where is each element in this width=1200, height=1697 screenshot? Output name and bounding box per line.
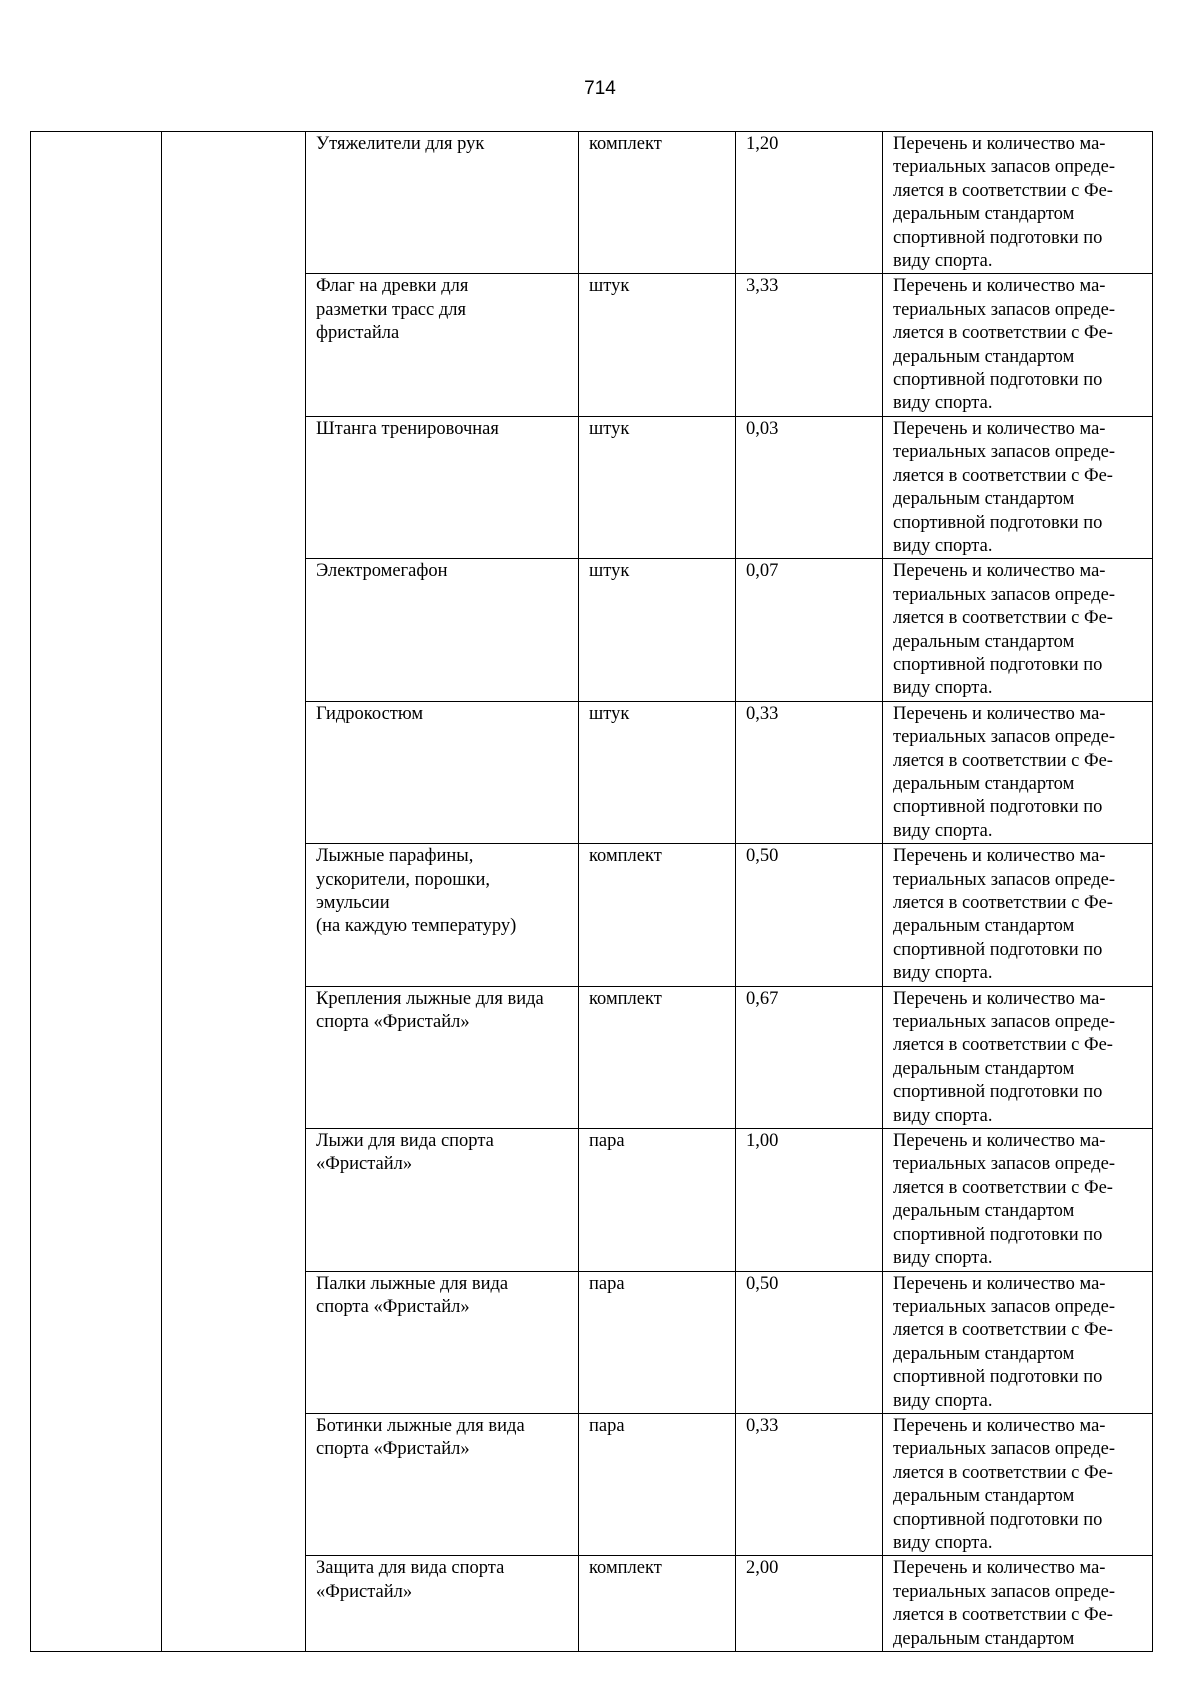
table-row <box>31 132 1153 274</box>
unit-cell: комплект <box>579 1556 736 1652</box>
unit-cell: штук <box>579 274 736 416</box>
item-name-cell: Палки лыжные для вида спорта «Фристайл» <box>306 1271 579 1413</box>
quantity-cell: 0,33 <box>736 1413 883 1555</box>
quantity-cell: 1,20 <box>736 132 883 274</box>
quantity-cell: 0,03 <box>736 416 883 558</box>
item-name-cell: Крепления лыжные для вида спорта «Фристайл» <box>306 986 579 1128</box>
unit-cell: штук <box>579 559 736 701</box>
unit-cell: пара <box>579 1271 736 1413</box>
item-name-cell: Лыжи для вида спорта «Фристайл» <box>306 1129 579 1271</box>
note-cell: Перечень и количество ма- териальных запасов опреде- ляется в соответствии с Фе- деральным стандартом спортивной подготовки по виду спорта. <box>883 416 1153 558</box>
empty-category-cell <box>162 132 306 1652</box>
unit-cell: штук <box>579 416 736 558</box>
note-cell: Перечень и количество ма- териальных запасов опреде- ляется в соответствии с Фе- деральным стандартом спортивной подготовки по виду спорта. <box>883 559 1153 701</box>
unit-cell: пара <box>579 1413 736 1555</box>
unit-cell: комплект <box>579 132 736 274</box>
note-cell: Перечень и количество ма- териальных запасов опреде- ляется в соответствии с Фе- деральным стандартом <box>883 1556 1153 1652</box>
unit-cell: комплект <box>579 844 736 986</box>
note-cell: Перечень и количество ма- териальных запасов опреде- ляется в соответствии с Фе- деральным стандартом спортивной подготовки по виду спорта. <box>883 132 1153 274</box>
note-cell: Перечень и количество ма- териальных запасов опреде- ляется в соответствии с Фе- деральным стандартом спортивной подготовки по виду спорта. <box>883 1271 1153 1413</box>
item-name-cell: Электромегафон <box>306 559 579 701</box>
note-cell: Перечень и количество ма- териальных запасов опреде- ляется в соответствии с Фе- деральным стандартом спортивной подготовки по виду спорта. <box>883 701 1153 843</box>
empty-number-cell <box>31 132 162 1652</box>
quantity-cell: 3,33 <box>736 274 883 416</box>
item-name-cell: Лыжные парафины, ускорители, порошки, эмульсии (на каждую температуру) <box>306 844 579 986</box>
item-name-cell: Утяжелители для рук <box>306 132 579 274</box>
note-cell: Перечень и количество ма- териальных запасов опреде- ляется в соответствии с Фе- деральным стандартом спортивной подготовки по виду спорта. <box>883 274 1153 416</box>
item-name-cell: Ботинки лыжные для вида спорта «Фристайл» <box>306 1413 579 1555</box>
quantity-cell: 2,00 <box>736 1556 883 1652</box>
unit-cell: пара <box>579 1129 736 1271</box>
quantity-cell: 1,00 <box>736 1129 883 1271</box>
quantity-cell: 0,50 <box>736 1271 883 1413</box>
page-number: 714 <box>584 78 616 99</box>
unit-cell: комплект <box>579 986 736 1128</box>
table-body <box>31 132 1153 1652</box>
item-name-cell: Флаг на древки для разметки трасс для фристайла <box>306 274 579 416</box>
quantity-cell: 0,50 <box>736 844 883 986</box>
note-cell: Перечень и количество ма- териальных запасов опреде- ляется в соответствии с Фе- деральным стандартом спортивной подготовки по виду спорта. <box>883 844 1153 986</box>
quantity-cell: 0,07 <box>736 559 883 701</box>
item-name-cell: Штанга тренировочная <box>306 416 579 558</box>
note-cell: Перечень и количество ма- териальных запасов опреде- ляется в соответствии с Фе- деральным стандартом спортивной подготовки по виду спорта. <box>883 1129 1153 1271</box>
quantity-cell: 0,67 <box>736 986 883 1128</box>
unit-cell: штук <box>579 701 736 843</box>
note-cell: Перечень и количество ма- териальных запасов опреде- ляется в соответствии с Фе- деральным стандартом спортивной подготовки по виду спорта. <box>883 986 1153 1128</box>
item-name-cell: Защита для вида спорта «Фристайл» <box>306 1556 579 1652</box>
item-name-cell: Гидрокостюм <box>306 701 579 843</box>
equipment-table <box>30 131 1153 1652</box>
note-cell: Перечень и количество ма- териальных запасов опреде- ляется в соответствии с Фе- деральным стандартом спортивной подготовки по виду спорта. <box>883 1413 1153 1555</box>
quantity-cell: 0,33 <box>736 701 883 843</box>
